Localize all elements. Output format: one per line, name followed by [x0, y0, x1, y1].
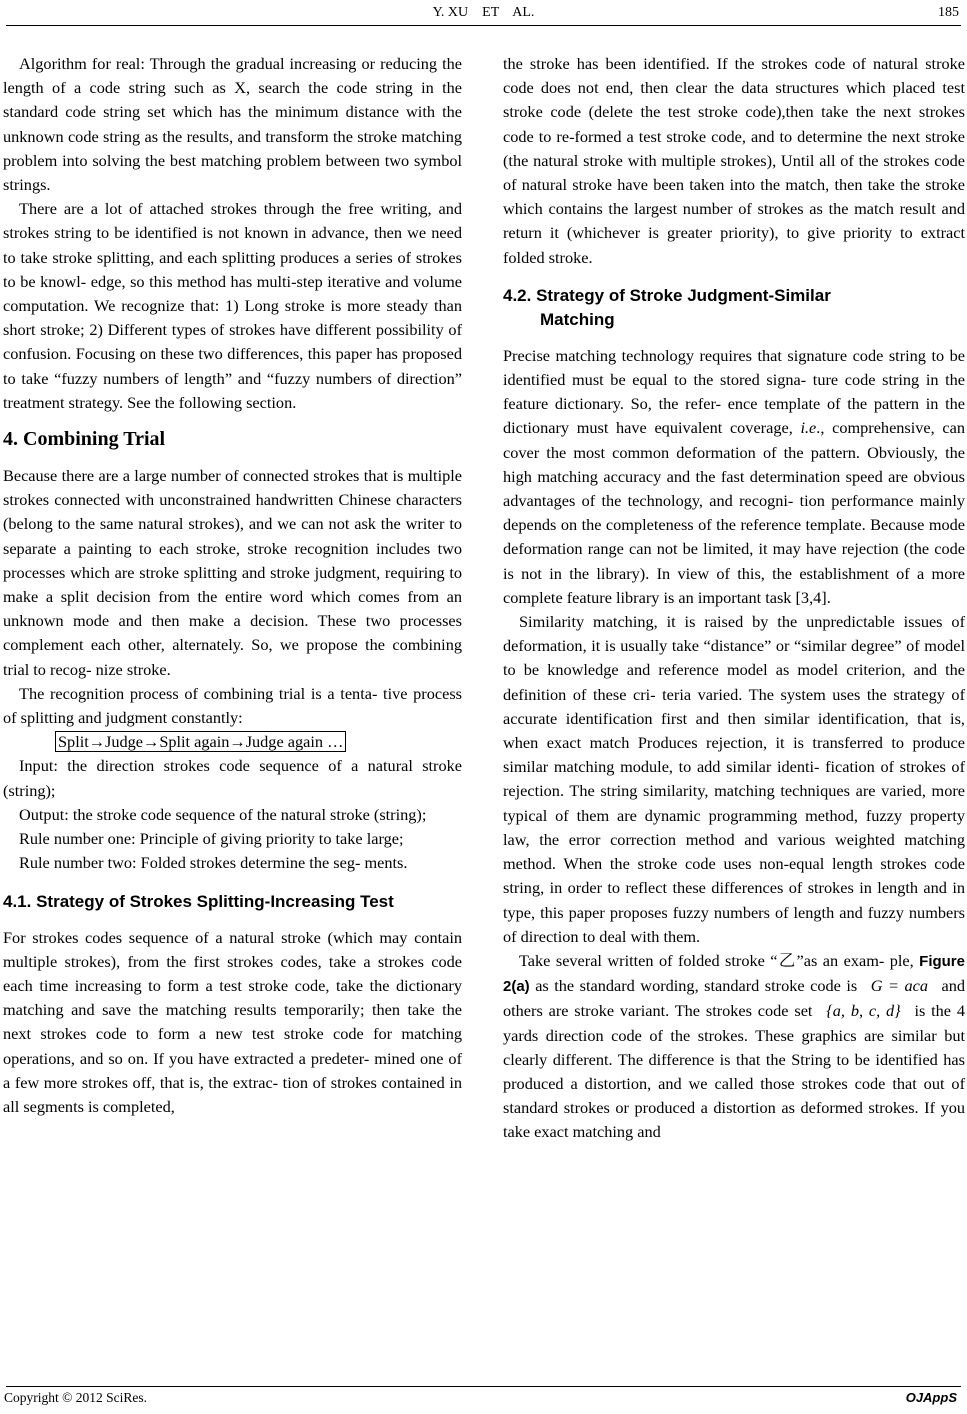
- paragraph: Similarity matching, it is raised by the unpredictable issues of deformation, it is usually take “distance” or “similar degree” of model to be knowledge and reference model as model criterion, and the definition of these cri- teria varied. The system uses the strategy of accurate identification first and then similar identification, that is, when exact match Produces rejection, it is transferred to produce similar matching module, to add similar identi- fication of strokes of rejection. The string similarity, matching techniques are varied, more typical of them are dynamic programming method, fuzzy property law, the error correction method and various weighted matching method. When the stroke code uses non-equal length strokes code string, in order to reflect these differences of strokes in length and in type, this paper proposes fuzzy numbers of length and fuzzy numbers of direction to deal with them.: [503, 612, 965, 946]
- paragraph: [503, 344, 965, 610]
- italic-text: i.e: [800, 418, 817, 438]
- subsection-heading: [503, 284, 965, 332]
- paragraph: The recognition process of combining trial is a tenta- tive process of splitting and judgment constantly:: [3, 683, 462, 728]
- paragraph: Algorithm for real: Through the gradual increasing or reducing the length of a code string such as X, search the code string in the standard code string set which has the minimum distance with the unknown code string as the results, and transform the stroke matching problem into solving the best matching problem between two symbol strings.: [3, 54, 462, 195]
- math-formula: G = aca: [870, 976, 928, 996]
- paragraph: Output: the stroke code sequence of the natural stroke (string);: [19, 804, 427, 824]
- paragraph: [503, 949, 965, 1145]
- figure-reference-link[interactable]: Figure 2(a): [503, 952, 965, 996]
- boxed-sequence: [3, 730, 462, 754]
- page-number: 185: [938, 5, 959, 20]
- paragraph-text: as the standard wording, standard stroke code is: [529, 976, 863, 996]
- journal-name: OJAppS: [905, 1390, 957, 1405]
- section-heading: 4. Combining Trial: [3, 428, 166, 451]
- copyright-notice: Copyright © 2012 SciRes.: [4, 1390, 148, 1405]
- paragraph: Input: the direction strokes code sequence of a natural stroke (string);: [3, 756, 462, 800]
- right-column: [503, 52, 965, 1145]
- paragraph: Rule number two: Folded strokes determine the seg- ments.: [19, 853, 408, 873]
- paragraph-text: Precise matching technology requires that signature code string to be identified must be equal to the stored signa- ture code string in the feature dictionary. So, the refer- ence template of the pattern in the dictionary must have equivalent coverage,: [503, 345, 965, 438]
- paragraph: Rule number one: Principle of giving priority to take large;: [19, 829, 404, 849]
- subsection-heading-line1: 4.2. Strategy of Stroke Judgment-Similar: [503, 285, 831, 305]
- paragraph-text: is the 4 yards direction code of the strokes. These graphics are similar but clearly different. The difference is that the String to be identified has produced a distortion, and we called those strokes code that out of standard strokes or produced a distortion as deformed strokes. If you take exact matching and: [503, 1001, 965, 1142]
- paragraph: For strokes codes sequence of a natural stroke (which may contain multiple strokes), from the first strokes codes, take a strokes code each time increasing to form a test stroke code, take the dictionary matching and save the matching results temporarily; then take the next strokes code to form a new test stroke code for matching operations, and so on. If you have extracted a predeter- mined one of a few more strokes off, that is, the extrac- tion of strokes contained in all segments is completed,: [3, 927, 462, 1116]
- running-title: Y. XU ET AL.: [432, 5, 535, 20]
- page-header: [0, 0, 967, 26]
- header-rule: [6, 25, 961, 26]
- footer-rule: [6, 1386, 961, 1387]
- subsection-heading-line2: Matching: [540, 309, 615, 329]
- page-footer: [0, 1386, 967, 1410]
- paragraph-text: and others are stroke variant. The strokes code set: [503, 976, 965, 1021]
- paragraph-text: ., comprehensive, can cover the most common deformation of the pattern. Obviously, the high matching accuracy and the fast determination speed are obvious advantages of the technology, and recogni- tion performance mainly depends on the completeness of the reference template. Because mode deformation range can not be limited, it may have rejection (the code is not in the library). In view of this, the establishment of a more complete feature library is an important task [3,4].: [503, 418, 966, 607]
- subsection-heading: 4.1. Strategy of Strokes Splitting-Increasing Test: [3, 891, 394, 911]
- paragraph: the stroke has been identified. If the strokes code of natural stroke code does not end, then clear the data structures which placed test stroke code (delete the test stroke code),then take the next strokes code to re-formed a test stroke code, and to determine the next stroke (the natural stroke with multiple strokes), Until all of the strokes code of natural stroke have been taken into the match, then take the stroke which contains the largest number of strokes as the match result and return it (whichever is greater priority), to give priority to extract folded stroke.: [503, 54, 965, 267]
- boxed-sequence-text: Split→Judge→Split again→Judge again …: [55, 731, 346, 752]
- paragraph: There are a lot of attached strokes through the free writing, and strokes string to be identified is not known in advance, then we need to take stroke splitting, and each splitting produces a series of strokes to be knowl- edge, so this method has multi-step iterative and volume computation. We recognize that: 1) Long stroke is more steady than short stroke; 2) Different types of strokes have different possibility of confusion. Focusing on these two differences, this paper has proposed to take “fuzzy numbers of length” and “fuzzy numbers of direction” treatment strategy. See the following section.: [3, 199, 462, 412]
- paragraph: Because there are a large number of connected strokes that is multiple strokes connected with unconstrained handwritten Chinese characters (belong to the same natural strokes), and we can not ask the writer to separate a painting to each stroke, stroke recognition includes two processes which are stroke splitting and stroke judgment, requiring to make a split decision from the entire word which comes from an unknown mode and then make a decision. These two processes complement each other, alternately. So, we propose the combining trial to recog- nize stroke.: [3, 466, 462, 679]
- left-column: [3, 52, 462, 1119]
- paragraph-text: Take several written of folded stroke “乙”as an exam- ple,: [519, 950, 920, 970]
- math-set: {a, b, c, d}: [826, 1001, 901, 1021]
